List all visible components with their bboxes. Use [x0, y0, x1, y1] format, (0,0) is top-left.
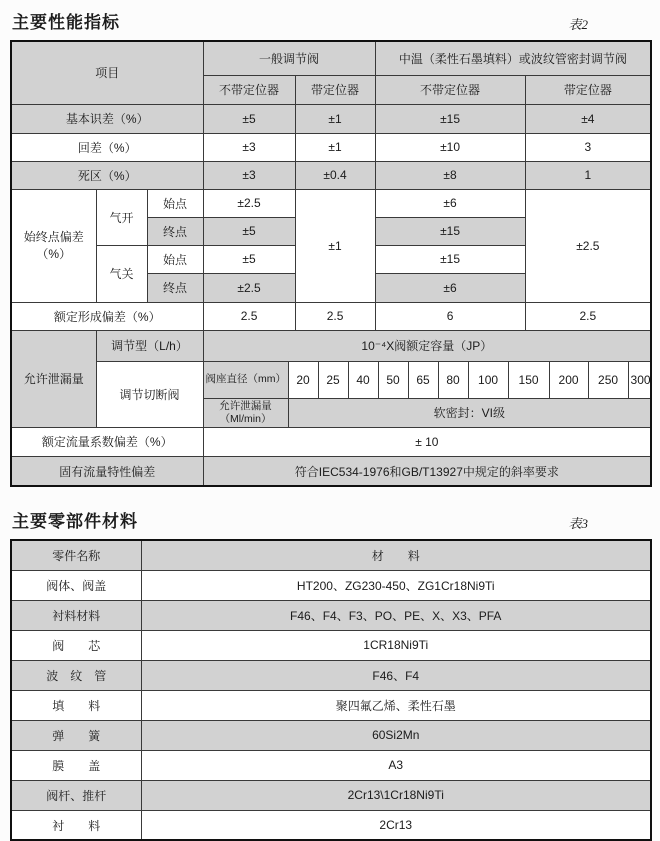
t2-dia-65: 65 — [408, 361, 438, 398]
t2-flow-coef-value: ± 10 — [203, 427, 651, 456]
t2-dia-100: 100 — [468, 361, 508, 398]
t2-header-with-positioner-2: 带定位器 — [525, 75, 651, 104]
t3-row-spring-material: 60Si2Mn — [141, 720, 651, 750]
t2-flow-char-label: 固有流量特性偏差 — [11, 456, 203, 486]
t2-endpoint-open-start-v3: ±6 — [375, 189, 525, 217]
t2-basic-error-v4: ±4 — [525, 104, 651, 133]
t2-basic-error-v1: ±5 — [203, 104, 295, 133]
t2-endpoint-close-start: 始点 — [147, 245, 203, 273]
section1-heading — [12, 8, 650, 33]
t2-header-no-positioner-1: 不带定位器 — [203, 75, 295, 104]
t2-endpoint-open-end-v3: ±15 — [375, 217, 525, 245]
t3-row-lining-name: 衬 料 — [11, 810, 141, 840]
t2-dia-250: 250 — [588, 361, 628, 398]
t3-row-packing-name: 填 料 — [11, 690, 141, 720]
t3-row-lining-material-name: 衬料材料 — [11, 600, 141, 630]
t2-endpoint-close-start-v3: ±15 — [375, 245, 525, 273]
materials-table — [10, 539, 652, 841]
t2-endpoint-label: 始终点偏差（%） — [11, 189, 96, 302]
t2-dia-80: 80 — [438, 361, 468, 398]
t3-row-lining-material: 2Cr13 — [141, 810, 651, 840]
t2-leakage-reg-type: 调节型（L/h） — [96, 330, 203, 361]
t2-endpoint-v4: ±2.5 — [525, 189, 651, 302]
t2-rated-travel-label: 额定形成偏差（%） — [11, 302, 203, 330]
t2-endpoint-v2: ±1 — [295, 189, 375, 302]
t2-basic-error-v3: ±15 — [375, 104, 525, 133]
t2-dia-50: 50 — [378, 361, 408, 398]
t2-endpoint-close-end-v3: ±6 — [375, 273, 525, 302]
t2-hysteresis-v1: ±3 — [203, 133, 295, 161]
t3-row-lining-material-material: F46、F4、F3、PO、PE、X、X3、PFA — [141, 600, 651, 630]
t2-flow-char-value: 符合IEC534-1976和GB/T13927中规定的斜率要求 — [203, 456, 651, 486]
t3-row-diaphragm-cover-name: 膜 盖 — [11, 750, 141, 780]
t2-leakage-label: 允许泄漏量 — [11, 330, 96, 427]
t3-row-valve-core-material: 1CR18Ni9Ti — [141, 630, 651, 660]
t2-deadzone-v4: 1 — [525, 161, 651, 189]
t3-row-diaphragm-cover-material: A3 — [141, 750, 651, 780]
t2-basic-error-label: 基本识差（%） — [11, 104, 203, 133]
t2-leakage-leak-label: 允许泄漏量（Ml/min） — [203, 398, 288, 427]
t2-endpoint-close-end-v1: ±2.5 — [203, 273, 295, 302]
section2-title: 主要零部件材料 — [12, 512, 138, 532]
t2-dia-40: 40 — [348, 361, 378, 398]
t2-hysteresis-v2: ±1 — [295, 133, 375, 161]
t2-endpoint-air-close: 气关 — [96, 245, 147, 302]
t2-endpoint-close-start-v1: ±5 — [203, 245, 295, 273]
t3-header-material: 材 料 — [141, 540, 651, 570]
t2-leakage-seat-dia: 阀座直径（mm） — [203, 361, 288, 398]
t2-header-no-positioner-2: 不带定位器 — [375, 75, 525, 104]
t2-rated-travel-v1: 2.5 — [203, 302, 295, 330]
t2-deadzone-v2: ±0.4 — [295, 161, 375, 189]
t2-leakage-reg-value: 10⁻⁴X阀额定容量（JP） — [203, 330, 651, 361]
performance-table — [10, 40, 652, 487]
t3-row-body-bonnet-material: HT200、ZG230-450、ZG1Cr18Ni9Ti — [141, 570, 651, 600]
t3-header-part-name: 零件名称 — [11, 540, 141, 570]
t2-deadzone-v3: ±8 — [375, 161, 525, 189]
t3-row-body-bonnet-name: 阀体、阀盖 — [11, 570, 141, 600]
t2-header-medium-temp-valve: 中温（柔性石墨填料）或波纹管密封调节阀 — [375, 41, 651, 75]
t2-header-general-valve: 一般调节阀 — [203, 41, 375, 75]
t2-endpoint-open-end: 终点 — [147, 217, 203, 245]
t2-flow-coef-label: 额定流量系数偏差（%） — [11, 427, 203, 456]
section2-table-number: 表3 — [568, 516, 588, 532]
t2-endpoint-air-open: 气开 — [96, 189, 147, 245]
t2-rated-travel-v4: 2.5 — [525, 302, 651, 330]
t2-deadzone-label: 死区（%） — [11, 161, 203, 189]
t3-row-spring-name: 弹 簧 — [11, 720, 141, 750]
t2-dia-150: 150 — [508, 361, 549, 398]
section1-title: 主要性能指标 — [12, 13, 120, 32]
t3-row-bellows-material: F46、F4 — [141, 660, 651, 690]
t2-endpoint-open-start-v1: ±2.5 — [203, 189, 295, 217]
t2-rated-travel-v3: 6 — [375, 302, 525, 330]
t2-header-item: 项目 — [11, 41, 203, 104]
section1-table-number: 表2 — [568, 17, 588, 32]
t3-row-valve-core-name: 阀 芯 — [11, 630, 141, 660]
t2-dia-25: 25 — [318, 361, 348, 398]
t2-deadzone-v1: ±3 — [203, 161, 295, 189]
t2-leakage-leak-value: 软密封：VI级 — [288, 398, 651, 427]
t2-dia-200: 200 — [549, 361, 588, 398]
t2-dia-20: 20 — [288, 361, 318, 398]
t2-leakage-cutoff: 调节切断阀 — [96, 361, 203, 427]
section2-heading — [12, 507, 650, 532]
t2-header-with-positioner-1: 带定位器 — [295, 75, 375, 104]
t2-hysteresis-label: 回差（%） — [11, 133, 203, 161]
t2-hysteresis-v3: ±10 — [375, 133, 525, 161]
t2-endpoint-open-start: 始点 — [147, 189, 203, 217]
t3-row-bellows-name: 波 纹 管 — [11, 660, 141, 690]
t2-endpoint-close-end: 终点 — [147, 273, 203, 302]
t3-row-packing-material: 聚四氟乙烯、柔性石墨 — [141, 690, 651, 720]
t3-row-stem-pushrod-material: 2Cr13\1Cr18Ni9Ti — [141, 780, 651, 810]
t3-row-stem-pushrod-name: 阀杆、推杆 — [11, 780, 141, 810]
t2-rated-travel-v2: 2.5 — [295, 302, 375, 330]
t2-dia-300: 300 — [628, 361, 651, 398]
t2-endpoint-open-end-v1: ±5 — [203, 217, 295, 245]
t2-basic-error-v2: ±1 — [295, 104, 375, 133]
t2-hysteresis-v4: 3 — [525, 133, 651, 161]
